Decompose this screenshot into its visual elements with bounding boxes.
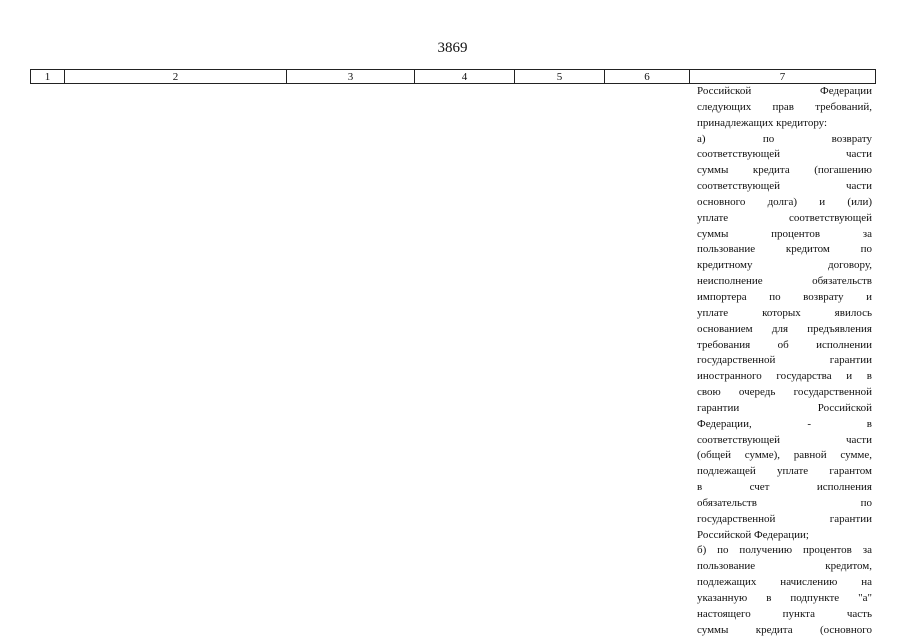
column-header-6: 6: [605, 70, 690, 84]
column-7-text: [697, 84, 872, 639]
text-line: Федерации, - в: [697, 417, 872, 430]
text-line: следующих прав требований,: [697, 100, 872, 113]
text-line: иностранного государства и в: [697, 370, 872, 383]
text-line: основного долга) и (или): [697, 195, 872, 208]
text-line: уплате соответствующей: [697, 211, 872, 224]
text-line: соответствующей части: [697, 148, 872, 161]
text-line: (общей сумме), равной сумме,: [697, 449, 872, 462]
text-line: государственной гарантии: [697, 512, 872, 525]
text-line: кредитному договору,: [697, 259, 872, 272]
text-line: свою очередь государственной: [697, 386, 872, 399]
text-line: пользование кредитом,: [697, 560, 872, 573]
text-line: пользование кредитом по: [697, 243, 872, 256]
text-line: Российской Федерации;: [697, 528, 809, 541]
text-line: подлежащей уплате гарантом: [697, 465, 872, 478]
text-line: б) по получению процентов за: [697, 544, 872, 557]
column-header-7: 7: [690, 70, 876, 84]
text-line: требования об исполнении: [697, 338, 872, 351]
text-line: соответствующей части: [697, 433, 872, 446]
text-line: суммы процентов за: [697, 227, 872, 240]
text-line: импортера по возврату и: [697, 290, 872, 303]
text-line: в счет исполнения: [697, 481, 872, 494]
text-line: принадлежащих кредитору:: [697, 116, 828, 129]
page-number: 3869: [437, 40, 468, 56]
column-header-3: 3: [287, 70, 415, 84]
text-line: гарантии Российской: [697, 401, 872, 414]
column-header-1: 1: [31, 70, 65, 84]
text-line: суммы кредита (погашению: [697, 164, 872, 177]
text-line: а) по возврату: [697, 132, 872, 145]
column-header-table: [30, 69, 876, 84]
text-line: неисполнение обязательств: [697, 275, 872, 288]
text-line: государственной гарантии: [697, 354, 872, 367]
column-header-5: 5: [515, 70, 605, 84]
text-line: уплате которых явилось: [697, 306, 872, 319]
column-header-4: 4: [415, 70, 515, 84]
text-line: указанную в подпункте "а": [697, 592, 872, 604]
text-line: основанием для предъявления: [697, 322, 872, 335]
text-line: подлежащих начислению на: [697, 576, 872, 589]
text-line: Российской Федерации: [697, 85, 872, 97]
text-line: суммы кредита (основного: [697, 623, 872, 636]
column-header-2: 2: [65, 70, 287, 84]
text-line: настоящего пункта часть: [697, 607, 872, 620]
text-line: обязательств по: [697, 496, 872, 509]
text-line: соответствующей части: [697, 180, 872, 193]
column-header-row: [31, 70, 876, 84]
